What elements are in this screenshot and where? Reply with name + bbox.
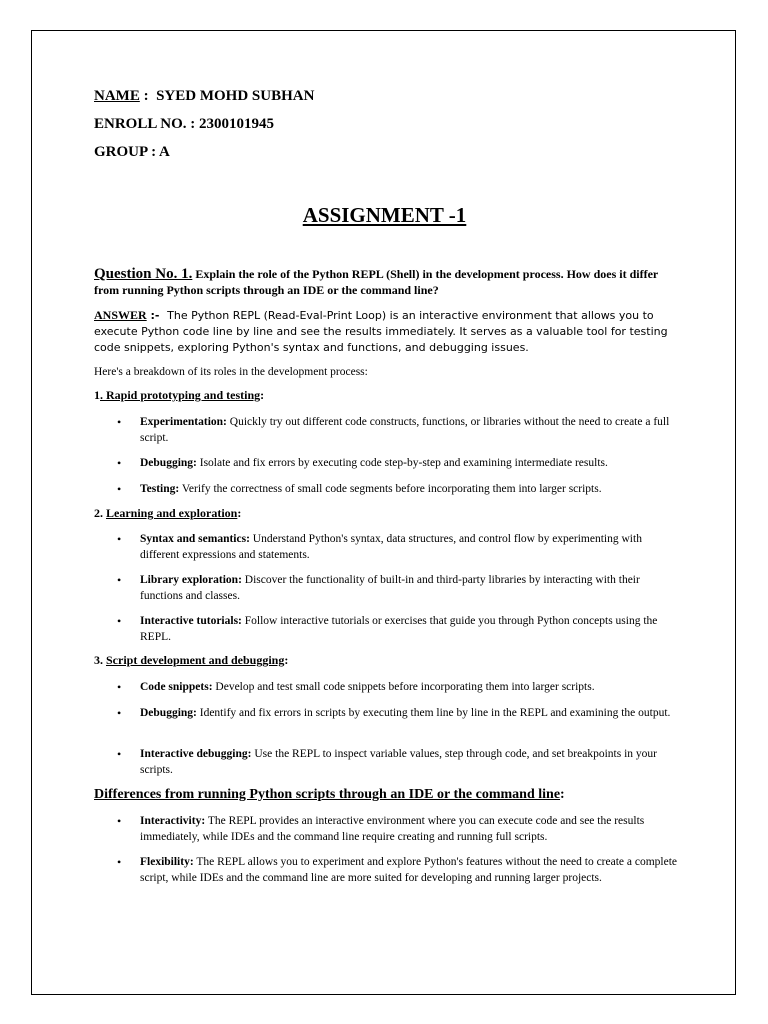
bullet-icon: • (117, 706, 122, 720)
item-term: Code snippets: (140, 681, 213, 693)
item-text: Follow interactive tutorials or exercises that guide you through Python concepts using the REPL. (140, 615, 658, 643)
item-term: Interactive tutorials: (140, 615, 242, 627)
list-item (140, 746, 678, 778)
group-line: GROUP : A (94, 144, 170, 160)
bullet-icon: • (117, 415, 122, 429)
section-title: Script development and debugging (106, 653, 285, 667)
list-item (140, 613, 678, 645)
list-item (140, 455, 678, 471)
answer-label: ANSWER (94, 308, 147, 322)
item-term: Interactive debugging: (140, 748, 252, 760)
bullet-icon: • (117, 747, 122, 761)
section-number: 3. (94, 653, 106, 667)
item-text: Use the REPL to inspect variable values, step through code, and set breakpoints in your scripts. (140, 748, 657, 776)
breakdown-intro: Here's a breakdown of its roles in the development process: (94, 366, 368, 378)
item-text: Isolate and fix errors by executing code step-by-step and examining intermediate results. (196, 457, 608, 469)
list-item (140, 854, 678, 886)
item-text: Quickly try out different code constructs, functions, or libraries without the need to create a full script. (140, 416, 670, 444)
item-term: Experimentation: (140, 416, 227, 428)
bullet-icon: • (117, 456, 122, 470)
item-term: Library exploration: (140, 574, 242, 586)
bullet-icon: • (117, 855, 122, 869)
name-label: NAME (94, 88, 140, 104)
item-text: The REPL provides an interactive environment where you can execute code and see the results immediately, while IDEs and the command line require creating and running full scripts. (140, 815, 645, 843)
question-block (94, 266, 679, 298)
list-item (140, 572, 678, 604)
section-title: Learning and exploration (106, 506, 238, 520)
bullet-icon: • (117, 573, 122, 587)
answer-separator: :- (146, 309, 168, 322)
section-title: . Rapid prototyping and testing (100, 388, 261, 402)
list-item (140, 481, 678, 497)
item-text: Develop and test small code snippets before incorporating them into larger scripts. (212, 681, 595, 693)
student-name-line (94, 88, 314, 105)
bullet-icon: • (117, 614, 122, 628)
differences-heading (94, 787, 565, 803)
list-item (140, 531, 678, 563)
question-text: Explain the role of the Python REPL (Shell) in the development process. How does it differ from running Python scripts through an IDE or the command line? (94, 267, 659, 297)
assignment-title: ASSIGNMENT -1 (302, 203, 467, 227)
section-heading-2 (94, 506, 241, 521)
list-item (140, 705, 678, 721)
differences-title: Differences from running Python scripts through an IDE or the command line (94, 787, 561, 802)
section-heading-1 (94, 388, 264, 403)
document-page (31, 30, 736, 995)
item-text: Verify the correctness of small code segments before incorporating them into larger scripts. (179, 483, 602, 495)
list-item (140, 414, 678, 446)
item-term: Testing: (140, 483, 180, 495)
item-term: Debugging: (140, 457, 197, 469)
enroll-line: ENROLL NO. : 2300101945 (94, 116, 275, 132)
item-term: Interactivity: (140, 815, 206, 827)
name-value: SYED MOHD SUBHAN (156, 88, 315, 104)
name-separator: : (139, 88, 157, 104)
section-colon: : (237, 506, 242, 520)
bullet-icon: • (117, 814, 122, 828)
bullet-icon: • (117, 482, 122, 496)
answer-paragraph (94, 307, 684, 356)
answer-text: The Python REPL (Read-Eval-Print Loop) is an interactive environment that allows you to execute Python code line by line and see the results immediately. It serves as a valuable tool for testing code snippets, exploring Python's syntax and functions, and debugging issues. (94, 309, 668, 354)
section-heading-3 (94, 653, 288, 668)
item-term: Flexibility: (140, 856, 194, 868)
item-text: Identify and fix errors in scripts by executing them line by line in the REPL and examining the output. (196, 707, 671, 719)
item-text: The REPL allows you to experiment and explore Python's features without the need to create a complete script, while IDEs and the command line are more suited for developing and running larger projects. (140, 856, 678, 884)
item-term: Syntax and semantics: (140, 533, 250, 545)
item-term: Debugging: (140, 707, 197, 719)
differences-colon: : (560, 787, 565, 802)
section-number: 1 (94, 388, 100, 402)
question-label: Question No. 1. (94, 266, 193, 282)
list-item (140, 679, 678, 695)
list-item (140, 813, 678, 845)
item-text: Understand Python's syntax, data structures, and control flow by experimenting with different expressions and statements. (140, 533, 642, 561)
bullet-icon: • (117, 532, 122, 546)
section-number: 2. (94, 506, 106, 520)
section-colon: : (284, 653, 289, 667)
section-colon: : (260, 388, 265, 402)
item-text: Discover the functionality of built-in and third-party libraries by interacting with their functions and classes. (140, 574, 640, 602)
bullet-icon: • (117, 680, 122, 694)
